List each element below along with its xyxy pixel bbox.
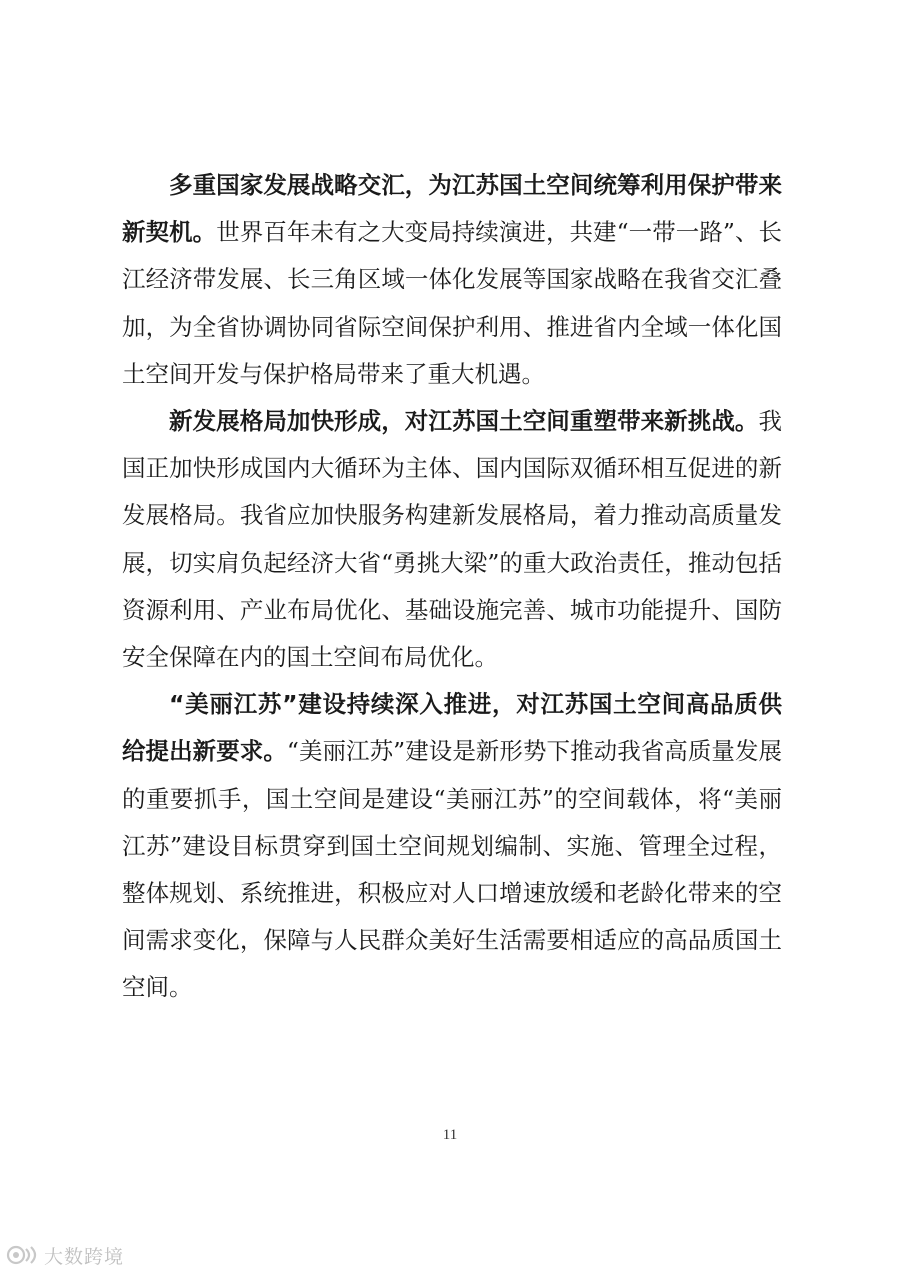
paragraph-1-lead: 多重国家发展战略交汇，为江苏国土空间统筹利用保护带来新契机。 xyxy=(122,171,782,247)
document-body xyxy=(122,162,782,1012)
paragraph-3-body: “美丽江苏”建设是新形势下推动我省高质量发展的重要抓手，国土空间是建设“美丽江苏”的空间载体，将“美丽江苏”建设目标贯穿到国土空间规划编制、实施、管理全过程，整体规划、系统推进，积极应对人口增速放缓和老龄化带来的空间需求变化，保障与人民群众美好生活需要相适应的高品质国土空间。 xyxy=(122,737,783,1002)
paragraph-1 xyxy=(122,162,782,398)
paragraph-3-lead: “美丽江苏”建设持续深入推进，对江苏国土空间高品质供给提出新要求。 xyxy=(122,690,782,766)
watermark xyxy=(6,1243,124,1267)
paragraph-2-body: 我国正加快形成国内大循环为主体、国内国际双循环相互促进的新发展格局。我省应加快服务构建新发展格局，着力推动高质量发展，切实肩负起经济大省“勇挑大梁”的重大政治责任，推动包括资源利用、产业布局优化、基础设施完善、城市功能提升、国防安全保障在内的国土空间布局优化。 xyxy=(122,407,782,672)
paragraph-1-body: 世界百年未有之大变局持续演进，共建“一带一路”、长江经济带发展、长三角区域一体化发展等国家战略在我省交汇叠加，为全省协调协同省际空间保护利用、推进省内全域一体化国土空间开发与保护格局带来了重大机遇。 xyxy=(122,218,783,388)
page-number: 11 xyxy=(442,1127,458,1143)
paragraph-2-lead: 新发展格局加快形成，对江苏国土空间重塑带来新挑战。 xyxy=(169,407,759,436)
paragraph-3 xyxy=(122,681,782,1011)
watermark-text: 大数跨境 xyxy=(44,1245,125,1268)
paragraph-2 xyxy=(122,398,782,681)
watermark-logo-icon xyxy=(6,1244,40,1266)
